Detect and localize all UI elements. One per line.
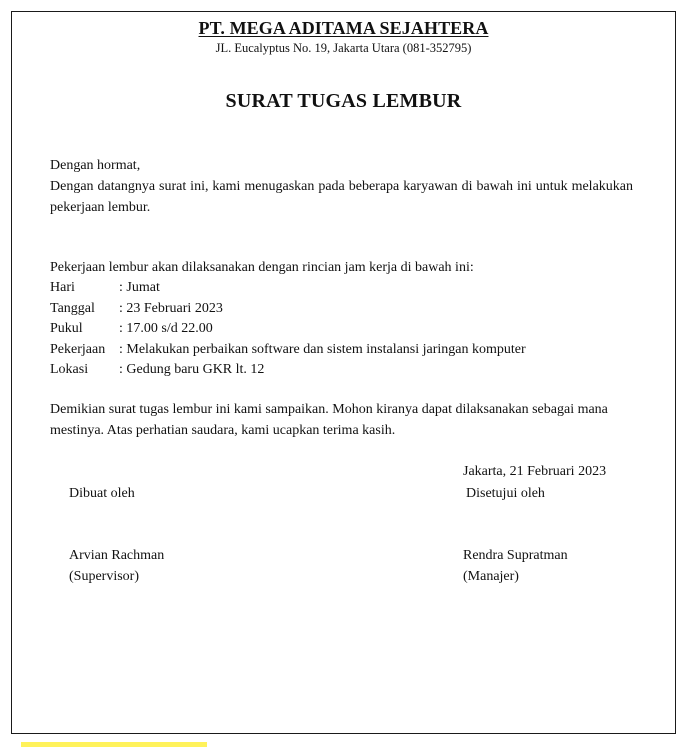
detail-row-lokasi xyxy=(50,360,526,381)
approver-role: (Manajer) xyxy=(463,568,519,584)
detail-label: Hari xyxy=(50,280,75,295)
creator-role: (Supervisor) xyxy=(69,568,139,584)
schedule-intro: Pekerjaan lembur akan dilaksanakan dengan rincian jam kerja di bawah ini: xyxy=(50,260,474,275)
detail-row-tanggal xyxy=(50,299,526,320)
detail-value: : 17.00 s/d 22.00 xyxy=(119,321,213,336)
detail-label: Pukul xyxy=(50,321,83,336)
intro-paragraph: Dengan datangnya surat ini, kami menugaskan pada beberapa karyawan di bawah ini untuk melakukan pekerjaan lembur. xyxy=(50,179,633,215)
detail-label: Tanggal xyxy=(50,300,95,316)
creator-signature-block xyxy=(69,546,164,587)
detail-row-pukul xyxy=(50,319,526,340)
creator-name: Arvian Rachman xyxy=(69,548,165,563)
approver-name: Rendra Supratman xyxy=(463,548,568,563)
company-name: PT. MEGA ADITAMA SEJAHTERA xyxy=(198,18,489,38)
closing-paragraph: Demikian surat tugas lembur ini kami sampaikan. Mohon kiranya dapat dilaksanakan sebagai mana mestinya. Atas perhatian saudara, kami ucapkan terima kasih. xyxy=(50,402,608,438)
letter-page xyxy=(11,11,676,734)
detail-value: : Melakukan perbaikan software dan sistem instalansi jaringan komputer xyxy=(119,341,526,357)
company-address: JL. Eucalyptus No. 19, Jakarta Utara (081-352795) xyxy=(215,41,472,55)
detail-value: : 23 Februari 2023 xyxy=(119,300,223,316)
created-by-label: Dibuat oleh xyxy=(69,486,135,501)
document-title: SURAT TUGAS LEMBUR xyxy=(225,90,462,112)
overtime-details xyxy=(50,278,526,381)
highlight-strip xyxy=(21,742,207,747)
approved-by-label: Disetujui oleh xyxy=(466,486,545,501)
signature-date: Jakarta, 21 Februari 2023 xyxy=(463,464,607,479)
detail-value: : Gedung baru GKR lt. 12 xyxy=(119,362,265,377)
detail-label: Pekerjaan xyxy=(50,341,106,357)
detail-value: : Jumat xyxy=(119,280,160,295)
approver-signature-block xyxy=(463,546,568,587)
detail-label: Lokasi xyxy=(50,362,89,377)
detail-row-pekerjaan xyxy=(50,340,526,361)
detail-row-hari xyxy=(50,278,526,299)
salutation: Dengan hormat, xyxy=(50,158,141,173)
